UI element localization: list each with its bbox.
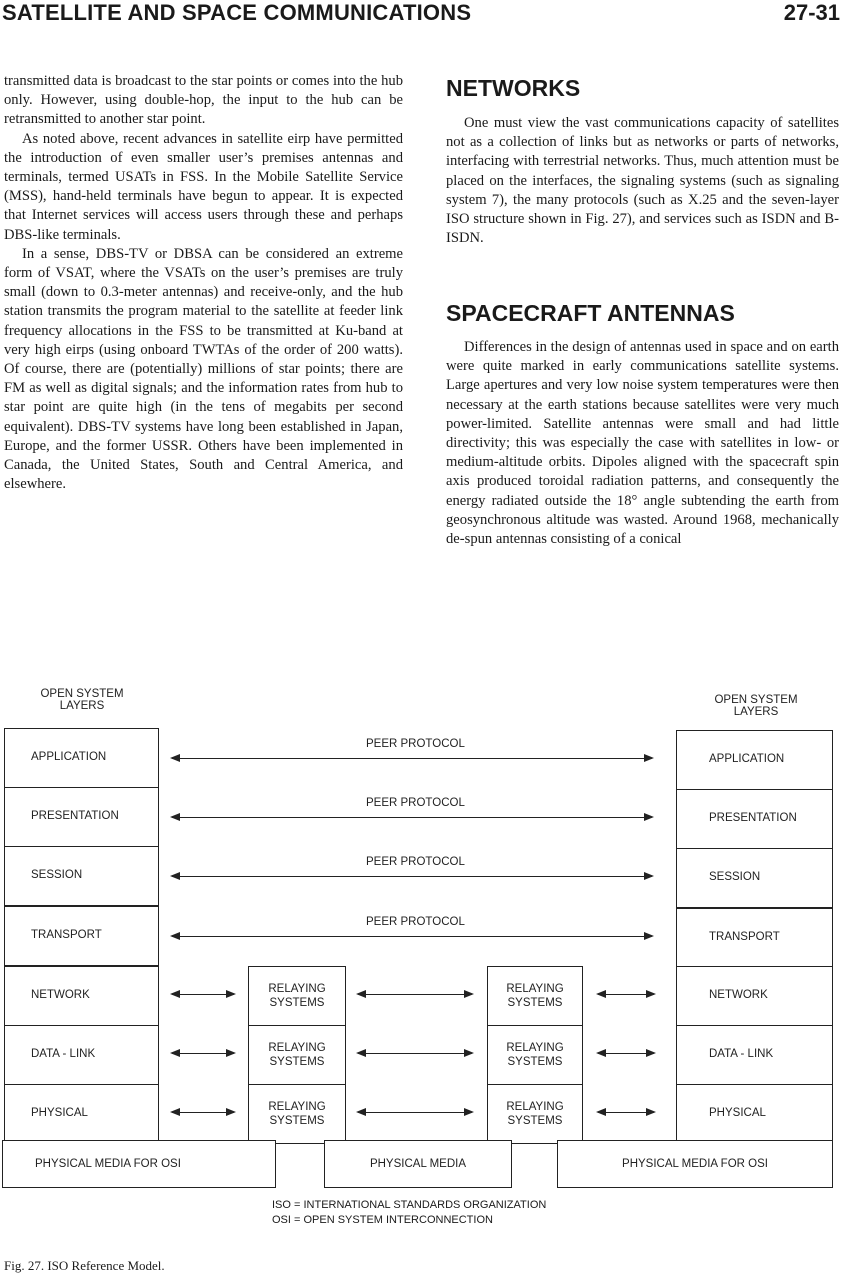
running-title: SATELLITE AND SPACE COMMUNICATIONS	[2, 0, 472, 25]
relaying-systems-box	[248, 966, 346, 1026]
left-layer-application	[4, 728, 159, 788]
arrowhead-left	[356, 990, 366, 998]
relay-arrow	[172, 994, 234, 995]
arrowhead-left	[596, 1108, 606, 1116]
open-system-layers-label-left: OPEN SYSTEM LAYERS	[40, 688, 124, 712]
relaying-systems-label: RELAYING SYSTEMS	[268, 982, 326, 1009]
arrowhead-right	[646, 990, 656, 998]
peer-protocol-label: PEER PROTOCOL	[366, 738, 465, 750]
arrowhead-right	[226, 1049, 236, 1057]
antennas-text	[446, 338, 839, 549]
layer-label: DATA - LINK	[709, 1047, 774, 1060]
layer-label: TRANSPORT	[709, 930, 780, 943]
left-layer-data-link	[4, 1025, 159, 1085]
arrowhead-left	[170, 872, 180, 880]
left-layer-physical	[4, 1084, 159, 1144]
relay-arrow	[358, 994, 472, 995]
right-layer-physical	[676, 1084, 833, 1144]
relaying-systems-label: RELAYING SYSTEMS	[268, 1041, 326, 1068]
arrowhead-right	[644, 754, 654, 762]
media-box-center	[324, 1140, 512, 1188]
peer-protocol-arrow	[172, 876, 652, 877]
layer-label: PHYSICAL	[31, 1106, 88, 1119]
left-layer-transport	[4, 906, 159, 966]
diagram-notes	[272, 1198, 546, 1228]
layer-label: PHYSICAL	[709, 1106, 766, 1119]
peer-protocol-label: PEER PROTOCOL	[366, 797, 465, 809]
media-box-left	[2, 1140, 276, 1188]
peer-protocol-arrow	[172, 758, 652, 759]
relaying-systems-label: RELAYING SYSTEMS	[268, 1100, 326, 1127]
arrowhead-right	[226, 1108, 236, 1116]
right-layer-presentation	[676, 789, 833, 849]
right-layer-application	[676, 730, 833, 790]
relay-arrow	[598, 1112, 654, 1113]
layer-label: PRESENTATION	[709, 811, 797, 824]
right-layer-transport	[676, 908, 833, 968]
layer-label: DATA - LINK	[31, 1047, 96, 1060]
arrowhead-right	[646, 1049, 656, 1057]
arrowhead-left	[170, 990, 180, 998]
relaying-systems-label: RELAYING SYSTEMS	[506, 982, 564, 1009]
paragraph: Differences in the design of antennas used in space and on earth were quite marked in early communications satellite systems. Large apertures and very low noise system temperatures were then necessary at the earth stations because satellites were very much power-limited. Satellite antennas were small and had little directivity; this was especially the case with satellites in low- or medium-altitude orbits. Dipoles aligned with the spacecraft spin axis produced toroidal radiation patterns, and consequently the energy radiated outside the 18° angle subtending the earth from geosynchronous altitude was wasted. Around 1968, mechanically de-spun antennas consisting of a conical	[446, 339, 839, 548]
note-iso: ISO = INTERNATIONAL STANDARDS ORGANIZATION	[272, 1199, 547, 1211]
relaying-systems-box	[487, 1025, 583, 1085]
arrowhead-right	[644, 813, 654, 821]
arrowhead-right	[644, 932, 654, 940]
layer-label: PRESENTATION	[31, 809, 119, 822]
arrowhead-left	[170, 1108, 180, 1116]
networks-text	[446, 114, 839, 248]
peer-protocol-arrow	[172, 817, 652, 818]
paragraph: In a sense, DBS-TV or DBSA can be considered an extreme form of VSAT, where the VSATs on the user’s premises are truly small (down to 0.3-meter antennas) and receive-only, and the hub station transmits the program material to the satellite at feeder link frequency allocations in the FSS to be transmitted at Ku-band at very high eirps (using onboard TWTAs of the order of 200 watts). Of course, there are (potentially) millions of star points; there are FM as well as digital signals; and the information rates from hub to star point are quite high (in the tens of megabits per second equivalent). DBS-TV systems have long been established in Japan, Europe, and the former USSR. Others have been implemented in Canada, the United States, South and Central America, and elsewhere.	[4, 245, 403, 493]
layer-label: TRANSPORT	[31, 928, 102, 941]
relay-arrow	[598, 1053, 654, 1054]
left-column	[4, 72, 403, 494]
right-layer-session	[676, 848, 833, 908]
running-header	[0, 0, 846, 28]
relaying-systems-box	[248, 1084, 346, 1144]
layer-label: NETWORK	[709, 988, 768, 1001]
relay-arrow	[358, 1053, 472, 1054]
relay-arrow	[358, 1112, 472, 1113]
section-heading-networks: NETWORKS	[446, 75, 581, 101]
left-layer-session	[4, 846, 159, 906]
section-heading-antennas: SPACECRAFT ANTENNAS	[446, 300, 735, 326]
layer-label: SESSION	[709, 870, 761, 883]
relaying-systems-label: RELAYING SYSTEMS	[506, 1100, 564, 1127]
layer-label: APPLICATION	[31, 750, 107, 763]
arrowhead-right	[464, 1049, 474, 1057]
arrowhead-right	[464, 1108, 474, 1116]
arrowhead-right	[644, 872, 654, 880]
relaying-systems-box	[487, 1084, 583, 1144]
figure-caption: Fig. 27. ISO Reference Model.	[4, 1258, 165, 1273]
relay-arrow	[598, 994, 654, 995]
arrowhead-left	[170, 932, 180, 940]
paragraph: As noted above, recent advances in satellite eirp have permitted the introduction of even smaller user’s premises antennas and terminals, termed USATs in FSS. In the Mobile Satellite Service (MSS), hand-held terminals have begun to appear. It is expected that Internet services will access users through these and perhaps DBS-like terminals.	[4, 130, 403, 243]
relaying-systems-box	[248, 1025, 346, 1085]
media-label-right: PHYSICAL MEDIA FOR OSI	[622, 1158, 768, 1170]
arrowhead-left	[170, 1049, 180, 1057]
media-box-right	[557, 1140, 833, 1188]
open-system-layers-label-right: OPEN SYSTEM LAYERS	[714, 694, 798, 718]
arrowhead-left	[356, 1049, 366, 1057]
arrowhead-left	[596, 1049, 606, 1057]
left-layer-network	[4, 966, 159, 1026]
arrowhead-right	[226, 990, 236, 998]
relaying-systems-box	[487, 966, 583, 1026]
media-label-left: PHYSICAL MEDIA FOR OSI	[35, 1158, 181, 1170]
paragraph: transmitted data is broadcast to the star points or comes into the hub only. However, using double-hop, the input to the hub can be retransmitted to another star point.	[4, 73, 403, 128]
left-layer-presentation	[4, 787, 159, 847]
arrowhead-left	[596, 990, 606, 998]
page-number: 27-31	[783, 0, 840, 25]
right-layer-data-link	[676, 1025, 833, 1085]
arrowhead-left	[170, 813, 180, 821]
media-label-center: PHYSICAL MEDIA	[369, 1158, 467, 1170]
right-layer-network	[676, 966, 833, 1026]
arrowhead-left	[356, 1108, 366, 1116]
paragraph: One must view the vast communications capacity of satellites not as a collection of links but as networks or parts of networks, interfacing with terrestrial networks. Thus, much attention must be placed on the interfaces, the signaling systems (such as signaling system 7), the many protocols (such as X.25 and the seven-layer ISO structure shown in Fig. 27), and services such as ISDN and B-ISDN.	[446, 115, 839, 247]
arrowhead-right	[464, 990, 474, 998]
layer-label: SESSION	[31, 868, 83, 881]
peer-protocol-label: PEER PROTOCOL	[366, 916, 465, 928]
note-osi: OSI = OPEN SYSTEM INTERCONNECTION	[272, 1214, 493, 1226]
arrowhead-left	[170, 754, 180, 762]
layer-label: APPLICATION	[709, 752, 785, 765]
relay-arrow	[172, 1053, 234, 1054]
relay-arrow	[172, 1112, 234, 1113]
peer-protocol-label: PEER PROTOCOL	[366, 856, 465, 868]
arrowhead-right	[646, 1108, 656, 1116]
relaying-systems-label: RELAYING SYSTEMS	[506, 1041, 564, 1068]
layer-label: NETWORK	[31, 988, 90, 1001]
peer-protocol-arrow	[172, 936, 652, 937]
